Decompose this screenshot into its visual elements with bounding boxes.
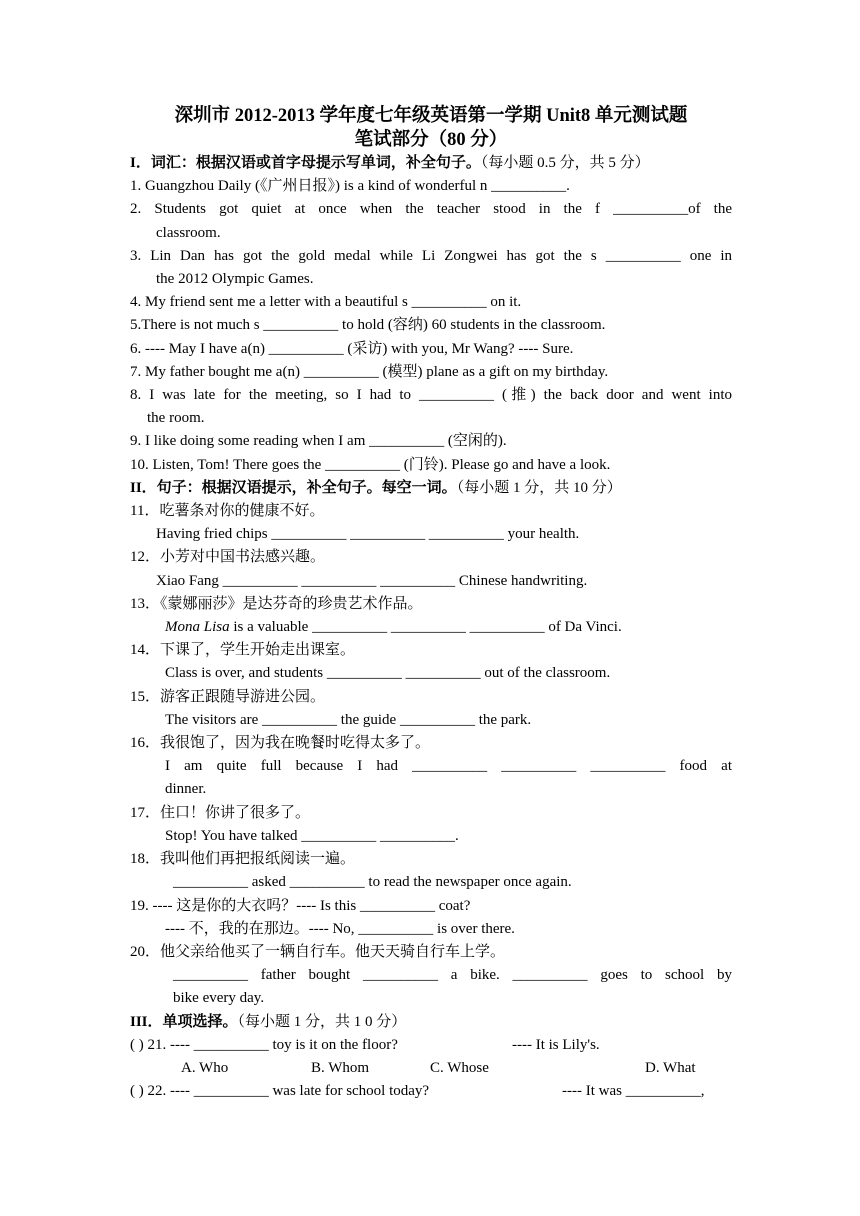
question-13-cn: 13．《蒙娜丽莎》是达芬奇的珍贵艺术作品。 <box>130 595 423 612</box>
page-title: 深圳市 2012-2013 学年度七年级英语第一学期 Unit8 单元测试题 <box>174 106 688 126</box>
question-19-line1: 19. ---- 这是你的大衣吗？---- Is this __________ coat? <box>130 897 471 914</box>
question-13-en <box>130 616 732 639</box>
question-3-cont: the 2012 Olympic Games. <box>156 271 314 288</box>
question-15-en: The visitors are __________ the guide __________ the park. <box>165 711 532 728</box>
question-20-en-cont: bike every day. <box>173 990 265 1007</box>
question-1: 1. Guangzhou Daily (《广州日报》) is a kind of wonderful n __________. <box>130 178 570 195</box>
question-22-stem: ( ) 22. ---- __________ was late for school today? <box>130 1083 430 1100</box>
question-15-cn: 15．游客正跟随导游进公园。 <box>130 688 326 705</box>
question-21-options <box>130 1057 732 1080</box>
question-16-en: I am quite full because I had __________ __________ __________ food at <box>165 758 732 775</box>
question-10: 10. Listen, Tom! There goes the __________ (门铃). Please go and have a look. <box>130 456 611 473</box>
option-b: B. Whom <box>311 1059 370 1076</box>
section-2-note: （每小题 1 分，共 10 分） <box>456 479 622 496</box>
section-2-heading <box>130 477 732 500</box>
question-3: 3. Lin Dan has got the gold medal while Li Zongwei has got the s __________ one in <box>130 247 732 264</box>
section-1-title: I．词汇：根据汉语或首字母提示写单词，补全句子。 <box>130 155 481 171</box>
question-19-line2: ---- 不，我的在那边。---- No, __________ is over there. <box>165 920 515 937</box>
question-13-title-italic: Mona Lisa <box>165 619 230 636</box>
question-17-en: Stop! You have talked __________ __________. <box>165 827 459 844</box>
question-21-stem: ( ) 21. ---- __________ toy is it on the floor? <box>130 1036 398 1053</box>
question-13-en-text: is a valuable __________ __________ __________ of Da Vinci. <box>229 619 622 636</box>
question-22-answer: ---- It was __________, <box>562 1083 705 1100</box>
section-3-title: III．单项选择。 <box>130 1013 238 1030</box>
page-subtitle: 笔试部分（80 分） <box>354 130 508 150</box>
section-3-note: （每小题 1 分，共 1 0 分） <box>237 1013 407 1030</box>
question-21-answer: ---- It is Lily's. <box>512 1036 600 1053</box>
question-7: 7. My father bought me a(n) __________ (模型) plane as a gift on my birthday. <box>130 363 609 380</box>
section-1-note: （每小题 0.5 分，共 5 分） <box>480 155 650 171</box>
question-16-cn: 16．我很饱了，因为我在晚餐时吃得太多了。 <box>130 735 431 752</box>
question-22 <box>130 1080 732 1103</box>
question-14-cn: 14．下课了，学生开始走出课室。 <box>130 642 356 659</box>
question-2: 2. Students got quiet at once when the teacher stood in the f __________of the <box>130 201 732 218</box>
question-21 <box>130 1034 732 1057</box>
question-16-en-cont: dinner. <box>165 781 207 798</box>
question-6: 6. ---- May I have a(n) __________ (采访) with you, Mr Wang? ---- Sure. <box>130 340 574 357</box>
question-18-en: __________ asked __________ to read the newspaper once again. <box>173 874 572 891</box>
section-2-title: II．句子：根据汉语提示，补全句子。每空一词。 <box>130 479 457 496</box>
question-17-cn: 17．住口！你讲了很多了。 <box>130 804 311 821</box>
question-11-en: Having fried chips __________ __________ __________ your health. <box>156 526 580 543</box>
option-a: A. Who <box>181 1059 229 1076</box>
question-2-cont: classroom. <box>156 224 221 241</box>
question-14-en: Class is over, and students __________ __________ out of the classroom. <box>165 665 611 682</box>
question-20-cn: 20．他父亲给他买了一辆自行车。他天天骑自行车上学。 <box>130 943 506 960</box>
question-5: 5.There is not much s __________ to hold (容纳) 60 students in the classroom. <box>130 317 606 334</box>
question-11-cn: 11．吃薯条对你的健康不好。 <box>130 503 325 520</box>
question-8-cont: the room. <box>147 410 205 427</box>
question-12-cn: 12．小芳对中国书法感兴趣。 <box>130 549 326 566</box>
exam-content <box>130 104 732 1103</box>
section-1-heading <box>130 152 732 175</box>
section-3-heading <box>130 1011 732 1034</box>
question-8: 8. I was late for the meeting, so I had to __________ (推) the back door and went into <box>130 387 732 404</box>
question-18-cn: 18．我叫他们再把报纸阅读一遍。 <box>130 851 356 868</box>
option-d: D. What <box>645 1059 696 1076</box>
question-12-en: Xiao Fang __________ __________ __________ Chinese handwriting. <box>156 572 588 589</box>
option-c: C. Whose <box>430 1059 489 1076</box>
question-4: 4. My friend sent me a letter with a beautiful s __________ on it. <box>130 294 522 311</box>
question-20-en: __________ father bought __________ a bike. __________ goes to school by <box>173 967 732 984</box>
question-9: 9. I like doing some reading when I am __________ (空闲的). <box>130 433 507 450</box>
